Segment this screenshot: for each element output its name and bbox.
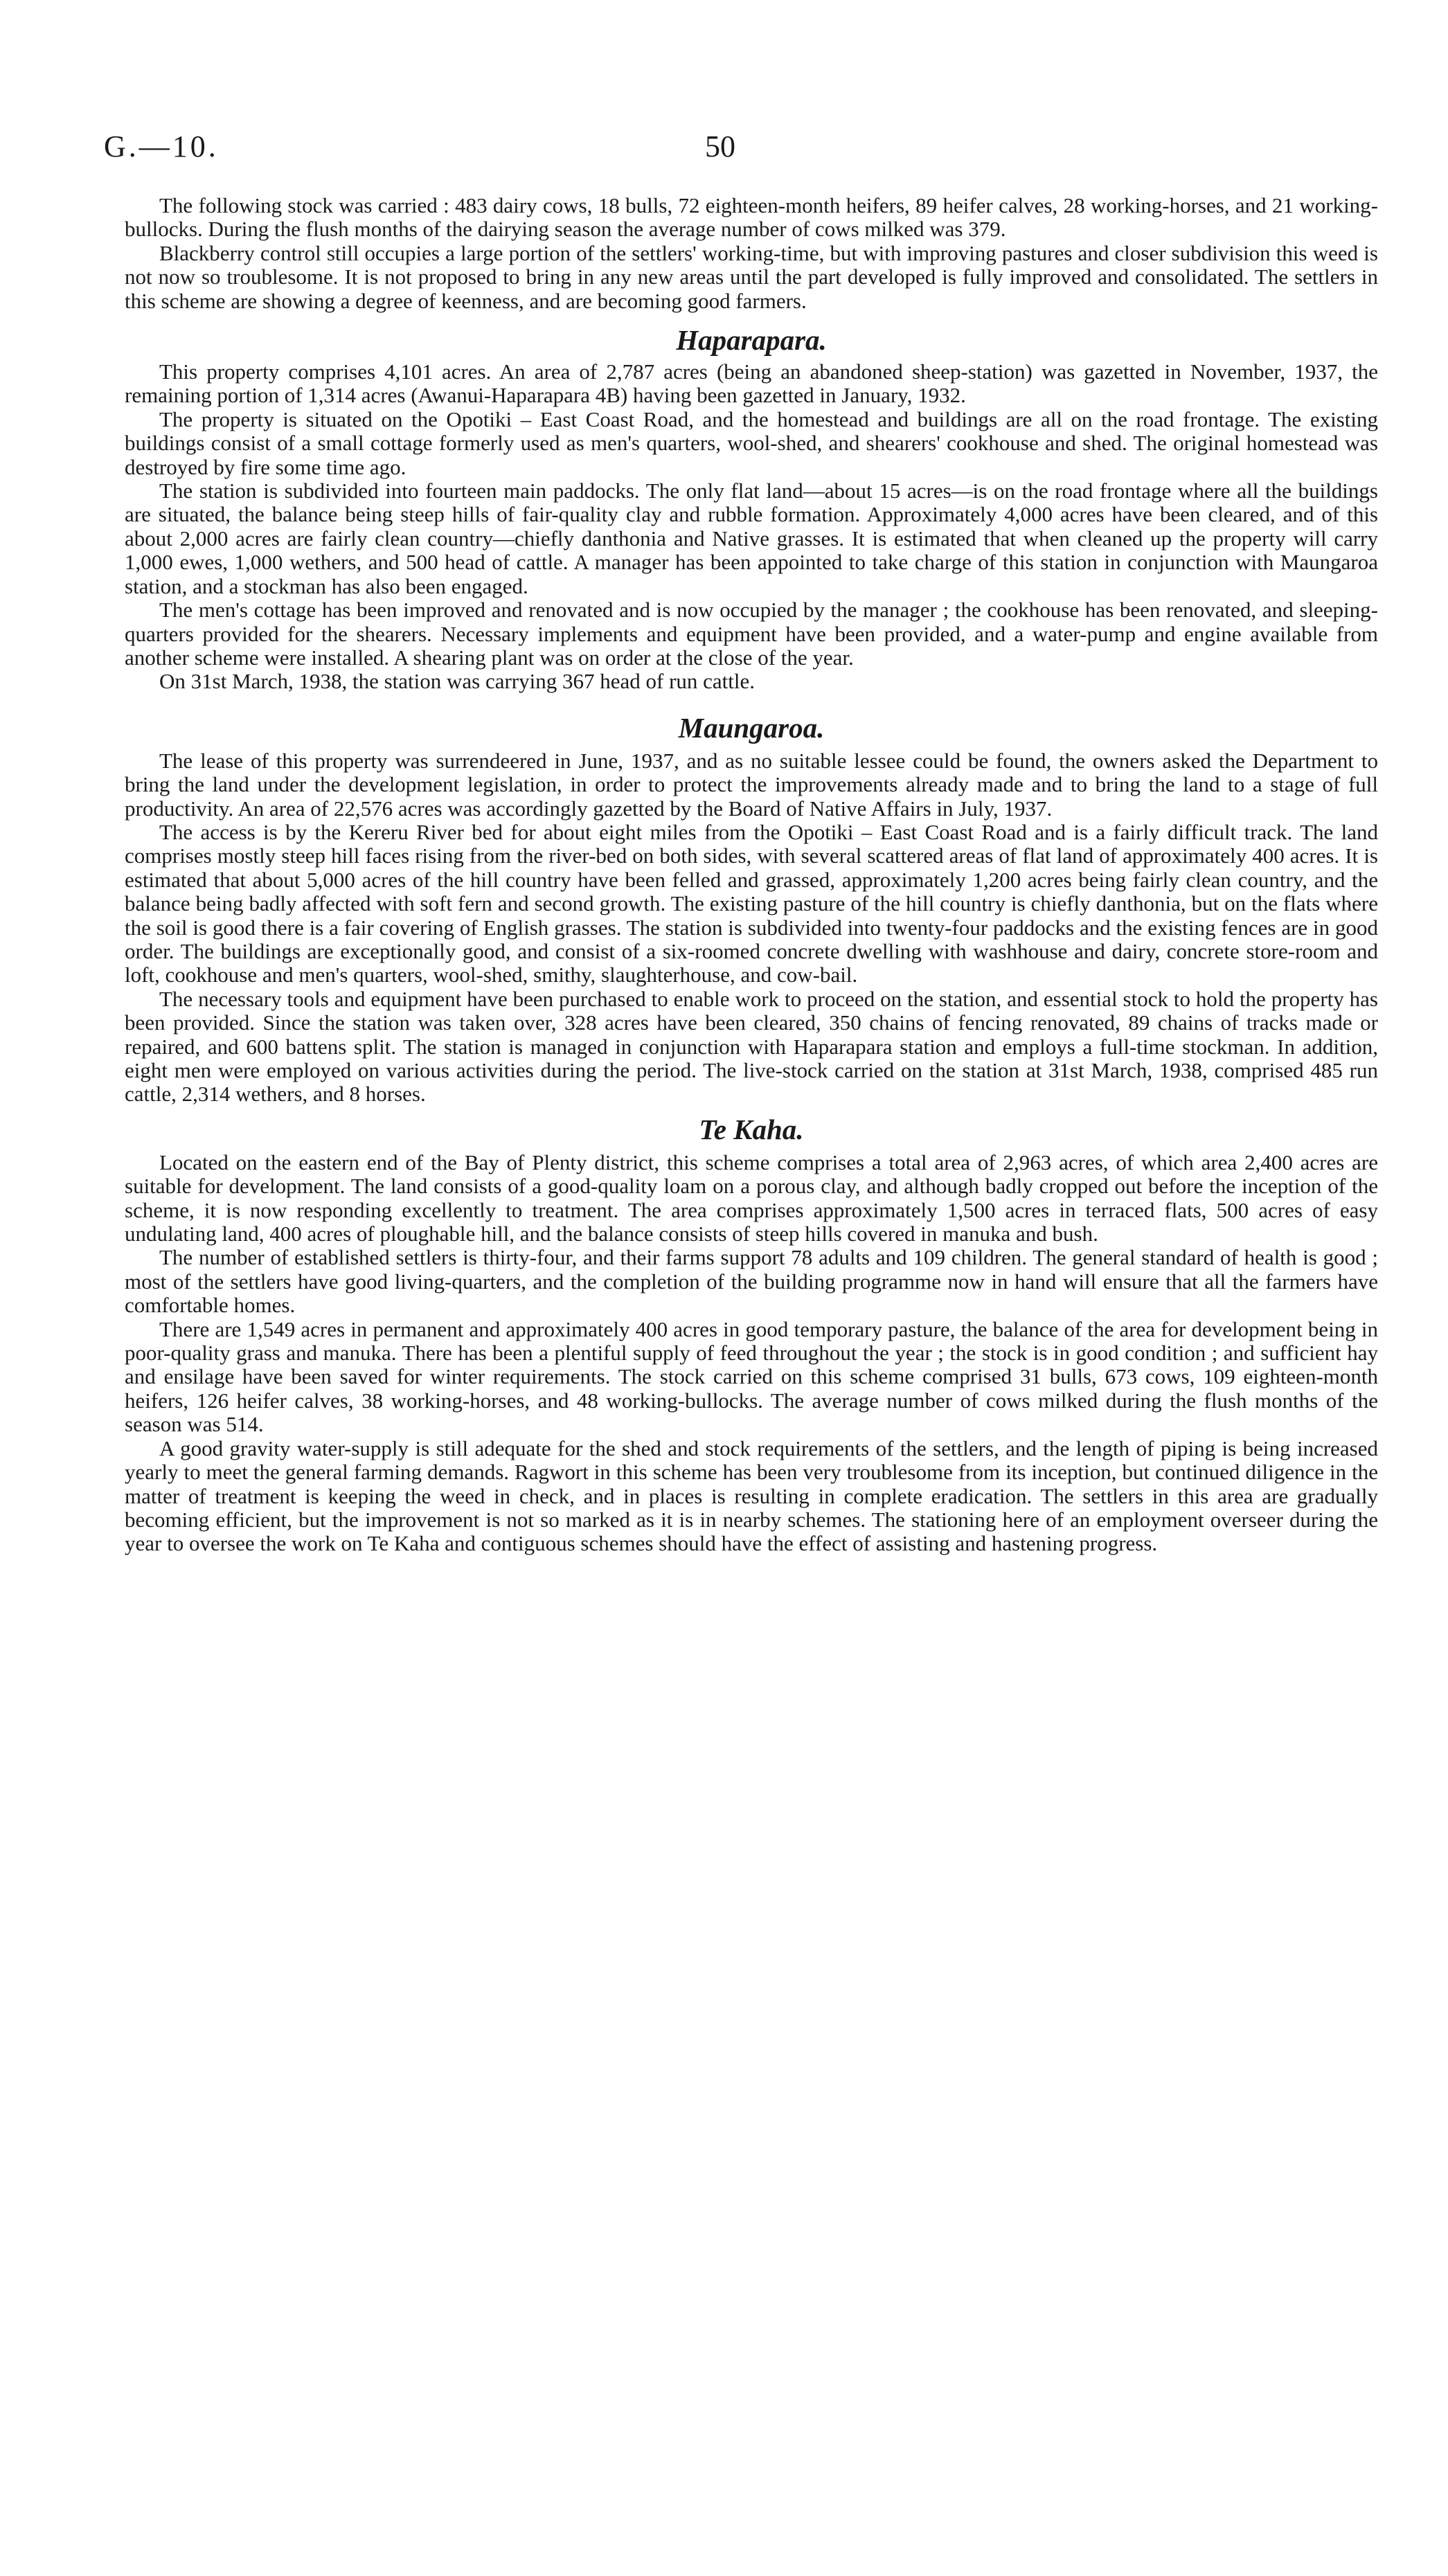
paragraph-haparapara-area: This property comprises 4,101 acres. An area of 2,787 acres (being an abandoned sheep-station) was gazetted in November, 1937, the remaining portion of 1,314 acres (Awanui-Haparapara 4B) having been gazetted in January, 1932. <box>125 359 1378 408</box>
heading-haparapara: Haparapara. <box>676 324 827 357</box>
page-number: 50 <box>705 129 735 163</box>
paragraph-te-kaha-pasture: There are 1,549 acres in permanent and approximately 400 acres in good temporary pasture, the balance of the area for development being in poor-quality grass and manuka. There has been a plentiful supply of feed throughout the year ; the stock is in good condition ; and sufficient hay and ensilage have been saved for winter requirements. The stock carried on this scheme comprised 31 bulls, 673 cows, 109 eighteen-month heifers, 126 heifer calves, 38 working-horses, and 48 working-bullocks. The average number of cows milked during the flush months of the season was 514. <box>125 1316 1378 1437</box>
paragraph-haparapara-cottage: The men's cottage has been improved and renovated and is now occupied by the manager ; the cookhouse has been renovated, and sleeping-quarters provided for the shearers. Necessary implements and equipment have been provided, and a water-pump and engine available from another scheme were installed. A shearing plant was on order at the close of the year. <box>125 598 1378 670</box>
heading-te-kaha: Te Kaha. <box>699 1113 804 1145</box>
paragraph-te-kaha-water-supply: A good gravity water-supply is still adequate for the shed and stock requirements of the settlers, and the length of piping is being increased yearly to meet the general farming demands. Ragwort in this scheme has been very troublesome from its inception, but continued diligence in the matter of treatment is keeping the weed in check, and in places is resulting in complete eradication. The settlers in this area are gradually becoming efficient, but the improvement is not so marked as it is in nearby schemes. The stationing here of an employment overseer during the year to oversee the work on Te Kaha and contiguous schemes should have the effect of assisting and hastening progress. <box>125 1435 1378 1556</box>
paragraph-haparapara-cattle: On 31st March, 1938, the station was carrying 367 head of run cattle. <box>159 669 756 694</box>
paragraph-maungaroa-tools: The necessary tools and equipment have been purchased to enable work to proceed on the station, and essential stock to hold the property has been provided. Since the station was taken over, 328 acres have been cleared, 350 chains of fencing renovated, 89 chains of tracks made or repaired, and 600 battens split. The station is managed in conjunction with Haparapara station and employs a full-time stockman. In addition, eight men were employed on various activities during the period. The live-stock carried on the station at 31st March, 1938, comprised 485 run cattle, 2,314 wethers, and 8 horses. <box>125 986 1378 1107</box>
paragraph-maungaroa-access: The access is by the Kereru River bed for about eight miles from the Opotiki – East Coast Road and is a fairly difficult track. The land comprises mostly steep hill faces rising from the river-bed on both sides, with several scattered areas of flat land of approximately 400 acres. It is estimated that about 5,000 acres of the hill country have been felled and grassed, approximately 1,200 acres being fairly clean country, and the balance being badly affected with soft fern and second growth. The existing pasture of the hill country is chiefly danthonia, but on the flats where the soil is good there is a fair covering of English grasses. The station is subdivided into twenty-four paddocks and the existing fences are in good order. The buildings are exceptionally good, and consist of a six-roomed concrete dwelling with washhouse and dairy, concrete store-room and loft, cookhouse and men's quarters, wool-shed, smithy, slaughterhouse, and cow-bail. <box>125 819 1378 987</box>
body-text <box>125 194 1378 1556</box>
paragraph-maungaroa-lease: The lease of this property was surrendeered in June, 1937, and as no suitable lessee could be found, the owners asked the Department to bring the land under the development legislation, in order to protect the improvements already made and to bring the land to a stage of full productivity. An area of 22,576 acres was accordingly gazetted by the Board of Native Affairs in July, 1937. <box>125 748 1378 821</box>
heading-maungaroa: Maungaroa. <box>678 711 825 744</box>
paragraph-te-kaha-settlers: The number of established settlers is thirty-four, and their farms support 78 adults and 109 children. The general standard of health is good ; most of the settlers have good living-quarters, and the completion of the building programme now in hand will ensure that all the farmers have comfortable homes. <box>125 1245 1378 1318</box>
paragraph-blackberry-control: Blackberry control still occupies a large portion of the settlers' working-time, but with improving pastures and closer subdivision this weed is not now so troublesome. It is not proposed to bring in any new areas until the part developed is fully improved and consolidated. The settlers in this scheme are showing a degree of keenness, and are becoming good farmers. <box>125 240 1378 313</box>
page-header <box>0 129 1448 170</box>
paragraph-stock-carried: The following stock was carried : 483 dairy cows, 18 bulls, 72 eighteen-month heifers, 89 heifer calves, 28 working-horses, and 21 working-bullocks. During the flush months of the dairying season the average number of cows milked was 379. <box>125 193 1378 242</box>
report-reference: G.—10. <box>104 129 219 163</box>
paragraph-haparapara-paddocks: The station is subdivided into fourteen main paddocks. The only flat land—about 15 acres—is on the road frontage where all the buildings are situated, the balance being steep hills of fair-quality clay and rubble formation. Approximately 4,000 acres have been cleared, and of this about 2,000 acres are fairly clean country—chiefly danthonia and Native grasses. It is estimated that when cleaned up the property will carry 1,000 ewes, 1,000 wethers, and 500 head of cattle. A manager has been appointed to take charge of this station in conjunction with Maungaroa station, and a stockman has also been engaged. <box>125 478 1378 598</box>
paragraph-te-kaha-location: Located on the eastern end of the Bay of Plenty district, this scheme comprises a total area of 2,963 acres, of which area 2,400 acres are suitable for development. The land consists of a good-quality loam on a porous clay, and although badly cropped out before the inception of the scheme, it is now responding excellently to treatment. The area comprises approximately 1,500 acres in terraced flats, 500 acres of easy undulating land, 400 acres of ploughable hill, and the balance consists of steep hills covered in manuka and bush. <box>125 1150 1378 1246</box>
paragraph-haparapara-location: The property is situated on the Opotiki – East Coast Road, and the homestead and buildings are all on the road frontage. The existing buildings consist of a small cottage formerly used as men's quarters, wool-shed, and shearers' cookhouse and shed. The original homestead was destroyed by fire some time ago. <box>125 406 1378 479</box>
